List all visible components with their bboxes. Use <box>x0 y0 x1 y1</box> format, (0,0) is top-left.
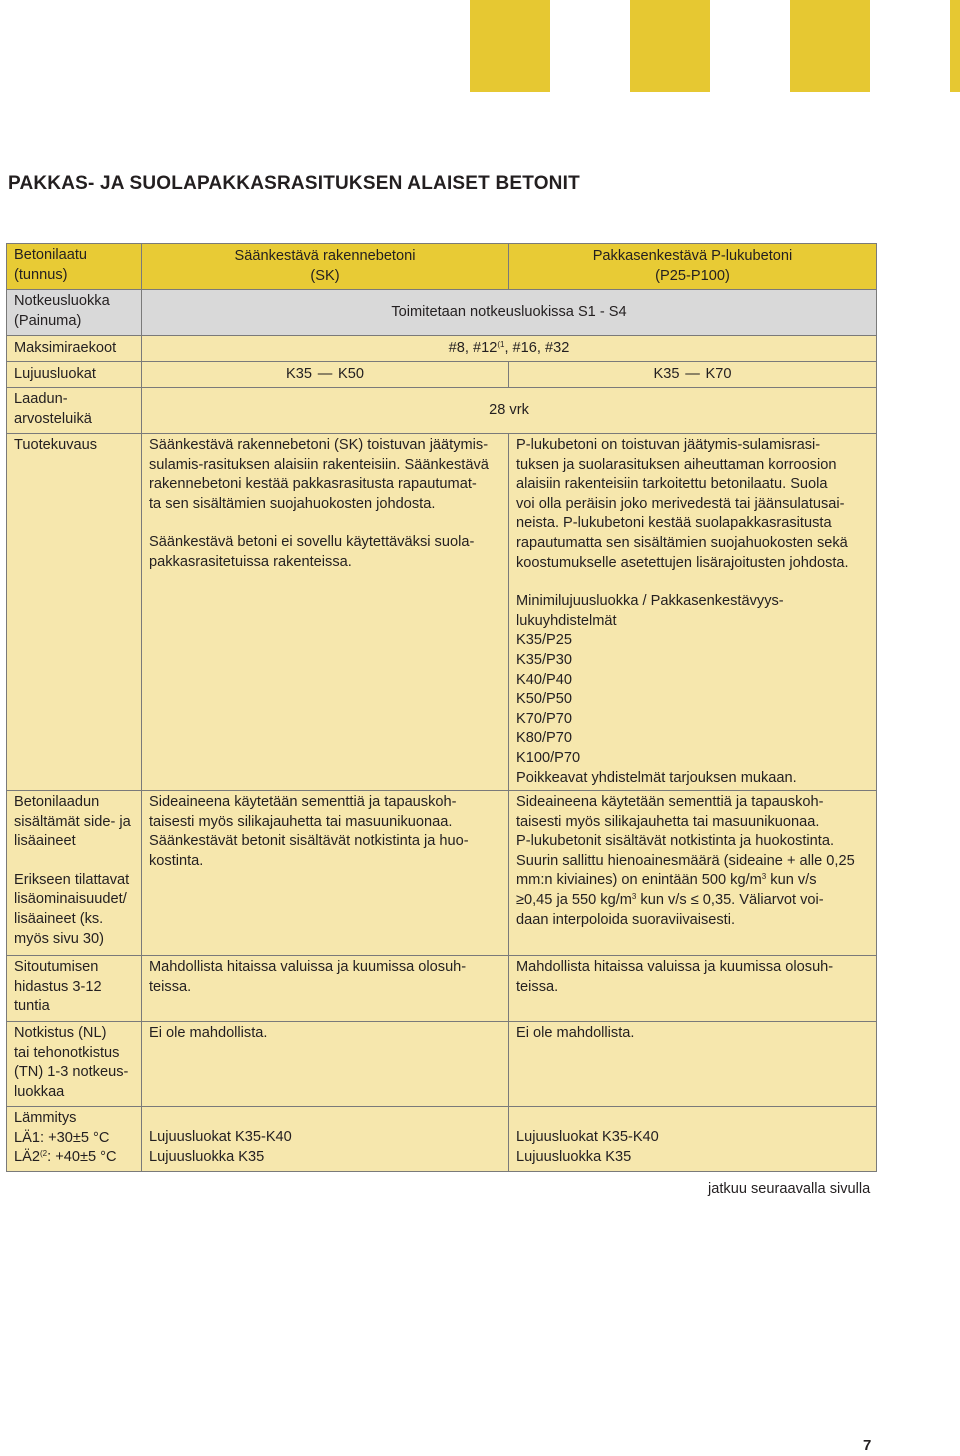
row-grade <box>7 244 877 290</box>
aggregate-value: #8, #12$^{(1}$, #16, #32 <box>142 336 877 362</box>
label-plasticizer: Notkistus (NL) tai tehonotkistus (TN) 1-3 notkeus- luokkaa <box>7 1022 142 1107</box>
plasticizer-p: Ei ole mahdollista. <box>509 1022 877 1107</box>
label-age: Laadun- arvosteluikä <box>7 388 142 434</box>
row-aggregate <box>7 336 877 362</box>
label-description: Tuotekuvaus <box>7 434 142 791</box>
row-plasticizer <box>7 1022 877 1107</box>
retarder-sk: Mahdollista hitaissa valuissa ja kuumissa olosuh- teissa. <box>142 956 509 1022</box>
consistency-value: Toimitetaan notkeusluokissa S1 - S4 <box>142 290 877 336</box>
label-aggregate: Maksimiraekoot <box>7 336 142 362</box>
row-age <box>7 388 877 434</box>
heating-sk: Lujuusluokat K35-K40 Lujuusluokka K35 <box>142 1107 509 1172</box>
row-admixtures <box>7 791 877 956</box>
heating-p: Lujuusluokat K35-K40 Lujuusluokka K35 <box>509 1107 877 1172</box>
continued-note: jatkuu seuraavalla sivulla <box>708 1181 871 1197</box>
row-consistency <box>7 290 877 336</box>
label-strength: Lujuusluokat <box>7 362 142 388</box>
admixtures-p: Sideaineena käytetään sementtiä ja tapauskoh- taisesti myös silikajauhetta tai masuunikuonaa. P-lukubetonit sisältävät notkistinta ja huokostinta. Suurin sallittu hienoainesmäärä (sideaine + alle 0,25 mm:n kiviaines) on enintään 500 $kg/m^3$ kun v/s ≥0,45 ja 550 $kg/m^3$ kun v/s ≤ 0,35. Väliarvot voi- daan interpoloida suoraviivaisesti. <box>509 791 877 956</box>
row-strength <box>7 362 877 388</box>
row-retarder <box>7 956 877 1022</box>
plasticizer-sk: Ei ole mahdollista. <box>142 1022 509 1107</box>
label-heating: Lämmitys LÄ1: +30±5 °C $LÄ2^{(2}$: +40±5 °C <box>7 1107 142 1172</box>
retarder-p: Mahdollista hitaissa valuissa ja kuumissa olosuh- teissa. <box>509 956 877 1022</box>
label-consistency: Notkeusluokka (Painuma) <box>7 290 142 336</box>
age-value: 28 vrk <box>142 388 877 434</box>
row-description <box>7 434 877 791</box>
header-p: Pakkasenkestävä P-lukubetoni (P25-P100) <box>509 244 877 290</box>
row-heating <box>7 1107 877 1172</box>
page-number: 7 <box>863 1437 872 1454</box>
description-sk: Säänkestävä rakennebetoni (SK) toistuvan jäätymis- sulamis-rasituksen alaisiin rakenteisiin. Säänkestävä rakennebetoni kestää pakkasrasitusta rapautumat- ta sen sisältämien suojahuokosten johdosta. Säänkestävä betoni ei sovellu käytettäväksi suola- pakkasrasitetuissa rakenteissa. <box>142 434 509 791</box>
strength-p: K35 — K70 <box>509 362 877 388</box>
concrete-spec-table <box>6 243 877 1172</box>
decorative-tab-1 <box>470 0 550 92</box>
header-sk: Säänkestävä rakennebetoni (SK) <box>142 244 509 290</box>
label-retarder: Sitoutumisen hidastus 3-12 tuntia <box>7 956 142 1022</box>
strength-sk: K35 — K50 <box>142 362 509 388</box>
description-p: P-lukubetoni on toistuvan jäätymis-sulamisrasi- tuksen ja suolarasituksen aiheuttaman korroosion alaisiin rakenteisiin tarkoitettu betonilaatu. Suola voi olla peräisin joko merivedestä tai jäänsulatusai- neista. P-lukubetoni kestää suolapakkasrasitusta rapautumatta sen sisältämien suojahuokosten sekä koostumukselle asetettujen lisärajoitusten johdosta. Minimilujuusluokka / Pakkasenkestävyys- lukuyhdistelmät K35/P25 K35/P30 K40/P40 K50/P50 K70/P70 K80/P70 K100/P70 Poikkeavat yhdistelmät tarjouksen mukaan. <box>509 434 877 791</box>
decorative-tab-4 <box>950 0 960 92</box>
label-admixtures: Betonilaadun sisältämät side- ja lisäaineet Erikseen tilattavat lisäominaisuudet/ lisäaineet (ks. myös sivu 30) <box>7 791 142 956</box>
label-grade: Betonilaatu (tunnus) <box>7 244 142 290</box>
page-title: PAKKAS- JA SUOLAPAKKASRASITUKSEN ALAISET BETONIT <box>8 173 580 194</box>
admixtures-sk: Sideaineena käytetään sementtiä ja tapauskoh- taisesti myös silikajauhetta tai masuunikuonaa. Säänkestävät betonit sisältävät notkistinta ja huo- kostinta. <box>142 791 509 956</box>
decorative-tab-2 <box>630 0 710 92</box>
decorative-tab-3 <box>790 0 870 92</box>
